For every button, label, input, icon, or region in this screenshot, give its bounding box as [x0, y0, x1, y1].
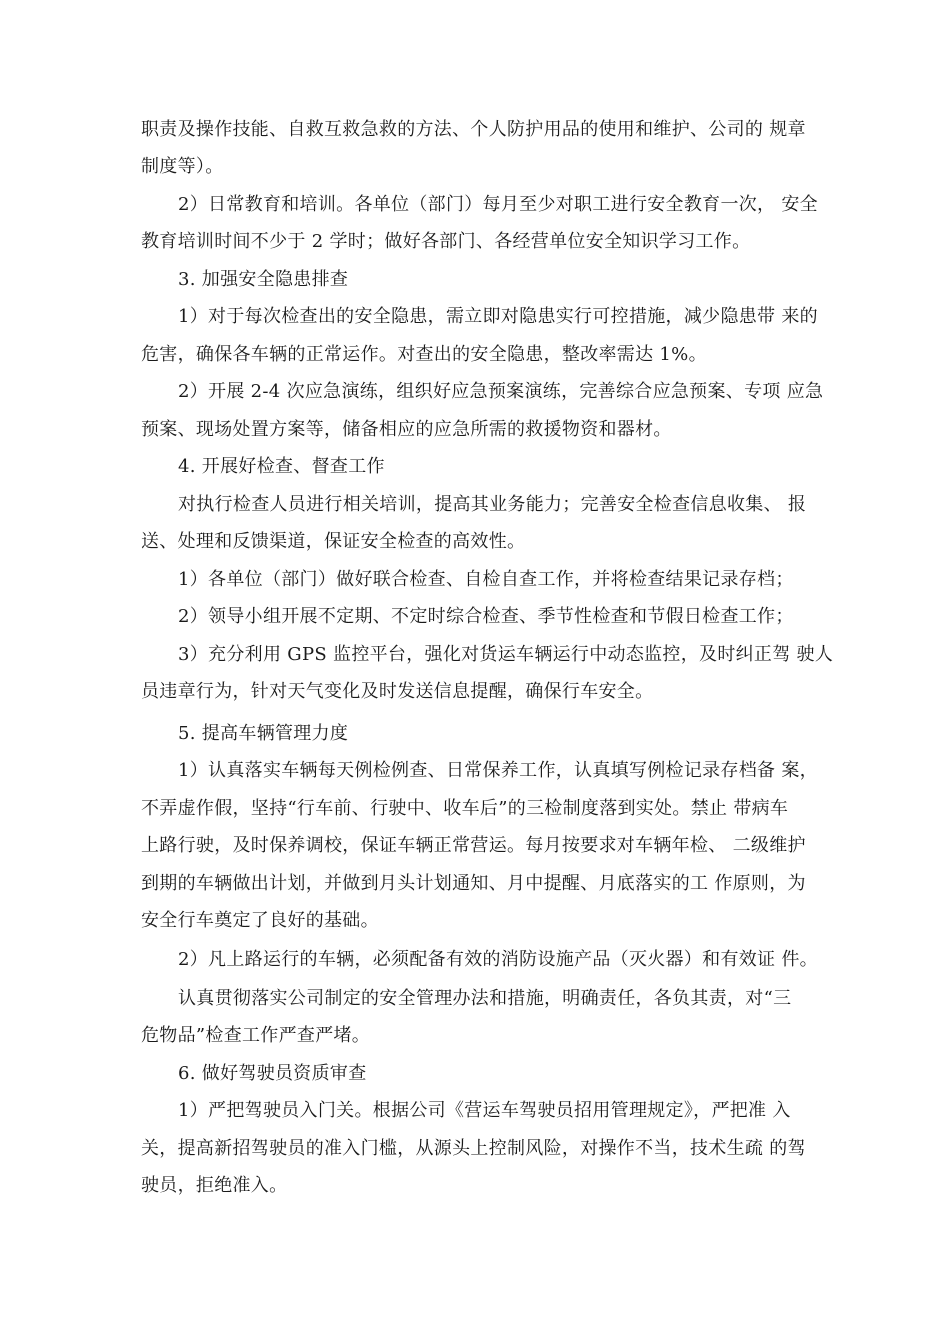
text-line: 1）认真落实车辆每天例检例查、日常保养工作，认真填写例检记录存档备 案， — [178, 760, 818, 781]
text-line: 危害，确保各车辆的正常运作。对查出的安全隐患，整改率需达 1%。 — [141, 344, 707, 365]
section-heading: 6. 做好驾驶员资质审查 — [178, 1063, 367, 1084]
text-line: 1）对于每次检查出的安全隐患，需立即对隐患实行可控措施，减少隐患带 来的 — [178, 306, 818, 327]
text-line: 到期的车辆做出计划，并做到月头计划通知、月中提醒、月底落实的工 作原则，为 — [141, 873, 806, 894]
section-heading: 3. 加强安全隐患排查 — [178, 269, 349, 290]
text-line: 2）凡上路运行的车辆，必须配备有效的消防设施产品（灭火器）和有效证 件。 — [178, 949, 818, 970]
text-line: 1）严把驾驶员入门关。根据公司《营运车驾驶员招用管理规定》，严把准 入 — [178, 1100, 791, 1121]
text-line: 认真贯彻落实公司制定的安全管理办法和措施，明确责任，各负其责，对“三 — [178, 988, 792, 1009]
text-line: 2）日常教育和培训。各单位（部门）每月至少对职工进行安全教育一次， 安全 — [178, 194, 818, 215]
text-line: 员违章行为，针对天气变化及时发送信息提醒，确保行车安全。 — [141, 681, 654, 702]
text-line: 安全行车奠定了良好的基础。 — [141, 910, 379, 931]
text-line: 3）充分利用 GPS 监控平台，强化对货运车辆运行中动态监控，及时纠正驾 驶人 — [178, 644, 834, 665]
text-line: 2）开展 2-4 次应急演练，组织好应急预案演练，完善综合应急预案、专项 应急 — [178, 381, 824, 402]
text-line: 关，提高新招驾驶员的准入门槛，从源头上控制风险，对操作不当，技术生疏 的驾 — [141, 1138, 806, 1159]
text-line: 职责及操作技能、自救互救急救的方法、个人防护用品的使用和维护、公司的 规章 — [141, 119, 806, 140]
section-heading: 5. 提高车辆管理力度 — [178, 723, 349, 744]
text-line: 制度等）。 — [141, 156, 224, 177]
text-line: 2）领导小组开展不定期、不定时综合检查、季节性检查和节假日检查工作； — [178, 606, 794, 627]
text-line: 上路行驶，及时保养调校，保证车辆正常营运。每月按要求对车辆年检、 二级维护 — [141, 835, 806, 856]
text-line: 1）各单位（部门）做好联合检查、自检自查工作，并将检查结果记录存档； — [178, 569, 794, 590]
section-heading: 4. 开展好检查、督查工作 — [178, 456, 385, 477]
text-line: 预案、现场处置方案等，储备相应的应急所需的救援物资和器材。 — [141, 419, 672, 440]
text-line: 危物品”检查工作严查严堵。 — [141, 1025, 371, 1046]
text-line: 驶员，拒绝准入。 — [141, 1175, 288, 1196]
text-line: 对执行检查人员进行相关培训，提高其业务能力；完善安全检查信息收集、 报 — [178, 494, 807, 515]
text-line: 送、处理和反馈渠道，保证安全检查的高效性。 — [141, 531, 526, 552]
text-line: 不弄虚作假，坚持“行车前、行驶中、收车后”的三检制度落到实处。禁止 带病车 — [141, 798, 789, 819]
text-line: 教育培训时间不少于 2 学时；做好各部门、各经营单位安全知识学习工作。 — [141, 231, 751, 252]
